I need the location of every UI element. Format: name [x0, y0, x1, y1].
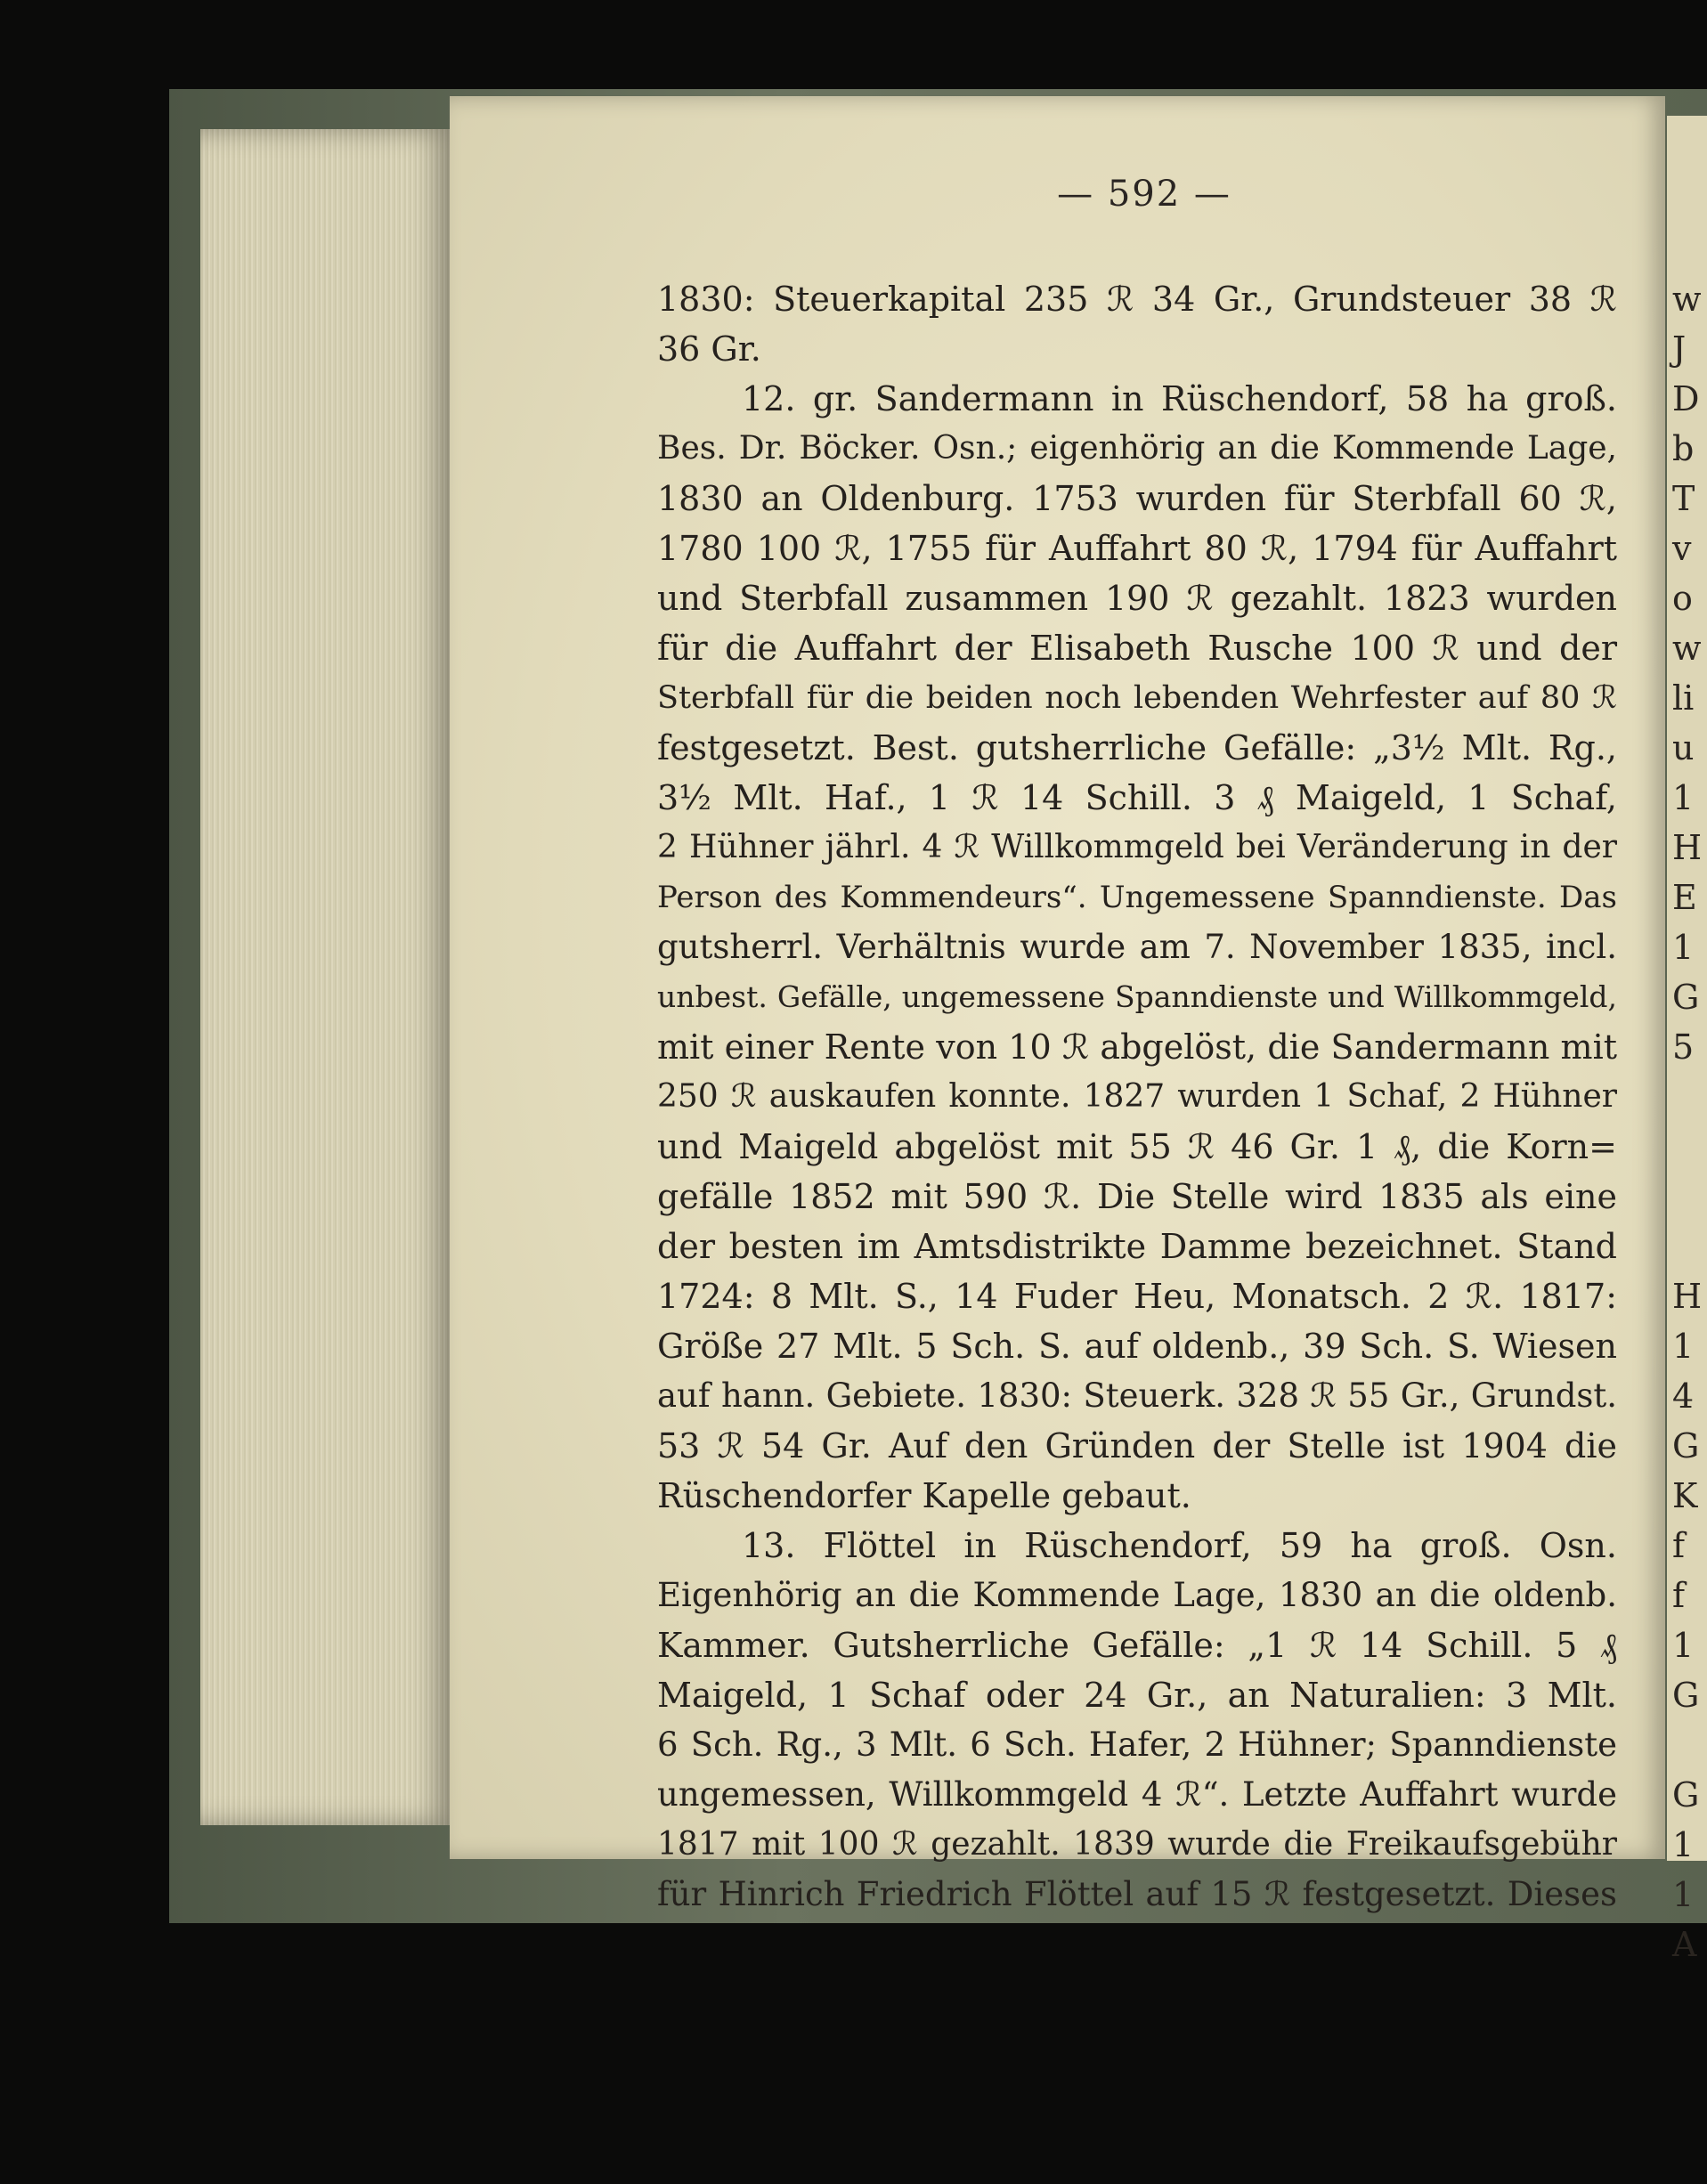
- adjacent-page-fragment: T: [1672, 479, 1695, 518]
- adjacent-page-fragment: H: [1672, 1277, 1703, 1316]
- adjacent-page-fragment: 1: [1672, 1327, 1695, 1366]
- adjacent-page-fragment: 1: [1672, 778, 1695, 817]
- text-line: auf hann. Gebiete. 1830: Steuerk. 328 ℛ 55 Gr., Grundst.: [657, 1376, 1617, 1415]
- text-line: 36 Gr.: [657, 329, 761, 369]
- text-line: 1817 mit 100 ℛ gezahlt. 1839 wurde die Freikaufsgebühr: [657, 1826, 1617, 1863]
- text-line: Person des Kommendeurs“. Ungemessene Spanndienste. Das: [657, 880, 1617, 915]
- text-line: Sterbfall für die beiden noch lebenden Wehrfester auf 80 ℛ: [657, 680, 1617, 716]
- adjacent-page-fragment: G: [1672, 1426, 1700, 1465]
- text-line: 1780 100 ℛ, 1755 für Auffahrt 80 ℛ, 1794 für Auffahrt: [657, 529, 1617, 568]
- adjacent-page-fragment: G: [1672, 1775, 1700, 1815]
- text-line: 1830 an Oldenburg. 1753 wurden für Sterbfall 60 ℛ,: [657, 479, 1617, 518]
- text-line: Maigeld, 1 Schaf oder 24 Gr., an Naturalien: 3 Mlt.: [657, 1676, 1617, 1715]
- adjacent-page-fragment: 1: [1672, 1626, 1695, 1665]
- adjacent-page-fragment: v: [1672, 529, 1692, 568]
- adjacent-page-fragment: 1: [1672, 1825, 1695, 1864]
- adjacent-page-fragment: 5: [1672, 1027, 1695, 1067]
- text-line: 6 Sch. Rg., 3 Mlt. 6 Sch. Hafer, 2 Hühner; Spanndienste: [657, 1725, 1617, 1764]
- adjacent-page-fragment: H: [1672, 828, 1703, 867]
- adjacent-page-fragment: K: [1672, 1476, 1698, 1515]
- adjacent-page-fragment: b: [1672, 429, 1695, 468]
- text-line: Kammer. Gutsherrliche Gefälle: „1 ℛ 14 Schill. 5 ₰: [657, 1626, 1617, 1665]
- page-header: — 592 —: [1057, 174, 1231, 215]
- adjacent-page-fragment: f: [1672, 1526, 1686, 1565]
- text-line: Rüschendorfer Kapelle gebaut.: [657, 1476, 1191, 1515]
- adjacent-page-fragment: J: [1672, 329, 1687, 369]
- adjacent-page-fragment: [1667, 1072, 1707, 1122]
- text-line: 13. Flöttel in Rüschendorf, 59 ha groß. Osn.: [742, 1526, 1617, 1565]
- adjacent-page-fragment: G: [1672, 1676, 1700, 1715]
- adjacent-page-fragment: o: [1672, 579, 1693, 618]
- adjacent-page-fragment: A: [1672, 1925, 1697, 1964]
- adjacent-page-edge: [1667, 116, 1707, 1964]
- adjacent-page-fragment: 1: [1672, 928, 1695, 967]
- page-text: [657, 274, 1617, 1920]
- adjacent-page-fragment: [1667, 1172, 1707, 1222]
- text-line: Bes. Dr. Böcker. Osn.; eigenhörig an die Kommende Lage,: [657, 430, 1617, 467]
- text-line: und Maigeld abgelöst mit 55 ℛ 46 Gr. 1 ₰, die Korn=: [657, 1127, 1617, 1166]
- adjacent-page-fragment: 4: [1672, 1376, 1695, 1416]
- text-line: unbest. Gefälle, ungemessene Spanndienste und Willkommgeld,: [657, 979, 1617, 1014]
- adjacent-page-fragment: E: [1672, 878, 1697, 917]
- text-line: gutsherrl. Verhältnis wurde am 7. November 1835, incl.: [657, 928, 1617, 966]
- adjacent-page-fragment: w: [1672, 629, 1702, 668]
- text-line: für Hinrich Friedrich Flöttel auf 15 ℛ festgesetzt. Dieses: [657, 1875, 1617, 1913]
- page-edges: [200, 129, 454, 1825]
- text-line: 3½ Mlt. Haf., 1 ℛ 14 Schill. 3 ₰ Maigeld, 1 Schaf,: [657, 778, 1617, 817]
- text-line: und Sterbfall zusammen 190 ℛ gezahlt. 1823 wurden: [657, 579, 1617, 618]
- text-line: 2 Hühner jährl. 4 ℛ Willkommgeld bei Veränderung in der: [657, 829, 1617, 865]
- adjacent-page-fragment: D: [1672, 379, 1700, 418]
- text-line: 53 ℛ 54 Gr. Auf den Gründen der Stelle ist 1904 die: [657, 1426, 1617, 1465]
- adjacent-page-fragment: u: [1672, 728, 1695, 767]
- text-line: 250 ℛ auskaufen konnte. 1827 wurden 1 Schaf, 2 Hühner: [657, 1078, 1617, 1115]
- text-line: mit einer Rente von 10 ℛ abgelöst, die Sandermann mit: [657, 1027, 1617, 1067]
- text-line: Größe 27 Mlt. 5 Sch. S. auf oldenb., 39 Sch. S. Wiesen: [657, 1327, 1617, 1366]
- adjacent-page-fragment: w: [1672, 280, 1702, 319]
- adjacent-page-fragment: [1667, 1720, 1707, 1770]
- adjacent-page-fragment: f: [1672, 1576, 1686, 1615]
- text-line: 12. gr. Sandermann in Rüschendorf, 58 ha groß.: [742, 379, 1617, 418]
- adjacent-page-fragment: [1667, 1222, 1707, 1271]
- text-line: der besten im Amtsdistrikte Damme bezeichnet. Stand: [657, 1227, 1617, 1266]
- text-line: gefälle 1852 mit 590 ℛ. Die Stelle wird 1835 als eine: [657, 1177, 1617, 1216]
- adjacent-page-fragment: li: [1672, 678, 1695, 718]
- text-line: 1724: 8 Mlt. S., 14 Fuder Heu, Monatsch. 2 ℛ. 1817:: [657, 1277, 1617, 1316]
- text-line: 1830: Steuerkapital 235 ℛ 34 Gr., Grundsteuer 38 ℛ: [657, 280, 1617, 319]
- adjacent-page-fragment: G: [1672, 978, 1700, 1017]
- text-line: festgesetzt. Best. gutsherrliche Gefälle: „3½ Mlt. Rg.,: [657, 728, 1617, 767]
- text-line: Eigenhörig an die Kommende Lage, 1830 an die oldenb.: [657, 1576, 1617, 1614]
- adjacent-page-fragment: 1: [1672, 1875, 1695, 1914]
- text-line: ungemessen, Willkommgeld 4 ℛ“. Letzte Auffahrt wurde: [657, 1775, 1617, 1814]
- text-line: für die Auffahrt der Elisabeth Rusche 100 ℛ und der: [657, 629, 1617, 668]
- adjacent-page-fragment: [1667, 1122, 1707, 1172]
